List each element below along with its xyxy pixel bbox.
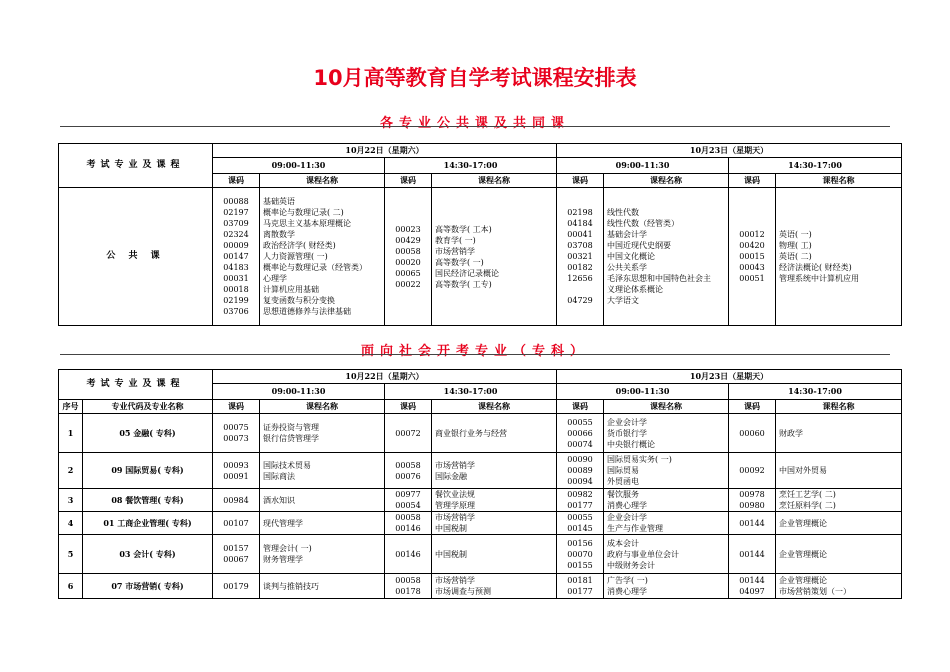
code-list: [213, 453, 260, 489]
table-row: [59, 574, 902, 599]
course-list: [776, 512, 902, 535]
cell-line: 00978: [739, 490, 765, 499]
course-list: [432, 574, 557, 599]
cell-line: 00009: [223, 241, 249, 250]
course-list: [604, 512, 729, 535]
cell-line: 00072: [395, 428, 421, 438]
section-title-majors: 面向社会开考专业（专科）: [360, 344, 589, 359]
cell-line: 00055: [567, 513, 593, 522]
cell-line: 国际商法: [263, 471, 296, 481]
cell-line: 现代管理学: [263, 518, 304, 528]
table-row: [59, 489, 902, 512]
cell-line: 00031: [223, 274, 249, 283]
header-exam-major-course: 考试专业及课程: [59, 370, 213, 400]
section-divider: [60, 354, 890, 355]
cell-line: 00429: [395, 235, 421, 245]
cell-line: 00058: [395, 460, 421, 470]
cell-line: 基础英语: [263, 197, 295, 206]
table-row: [59, 414, 902, 453]
cell-line: [560, 284, 600, 295]
cell-line: 02197: [223, 208, 249, 217]
cell-line: 00067: [223, 555, 249, 564]
course-list: [776, 414, 902, 453]
cell-line: 00144: [739, 576, 765, 585]
header-code: 课码: [213, 174, 260, 188]
header-code: 课码: [385, 400, 432, 414]
cell-line: 谈判与推销技巧: [263, 581, 320, 591]
cell-line: 财政学: [779, 428, 804, 438]
cell-line: 经济法概论( 财经类): [779, 263, 852, 272]
header-course-name: 课程名称: [776, 400, 902, 414]
cell-line: 00321: [567, 252, 593, 261]
cell-line: 00178: [395, 587, 421, 596]
header-day1-am: 09:00-11:30: [213, 158, 385, 174]
cell-line: 03708: [567, 241, 593, 250]
code-list: [729, 453, 776, 489]
cell-line: 00089: [567, 466, 593, 475]
cell-line: 00420: [739, 241, 765, 250]
code-list: [213, 574, 260, 599]
course-list: [260, 535, 385, 574]
cell-line: 00984: [223, 495, 249, 505]
header-course-name: 课程名称: [260, 174, 385, 188]
code-list: [385, 489, 432, 512]
cell-line: 00020: [395, 257, 421, 267]
header-code: 课码: [557, 400, 604, 414]
section-title-public: 各专业公共课及共同课: [379, 116, 570, 131]
header-course-name: 课程名称: [260, 400, 385, 414]
cell-line: 03706: [223, 307, 249, 316]
header-course-name: 课程名称: [432, 400, 557, 414]
major-seq: 1: [59, 414, 83, 453]
cell-line: 00051: [739, 274, 765, 283]
course-list: [260, 574, 385, 599]
cell-line: 市场营销学: [435, 576, 476, 585]
cell-line: 00177: [567, 587, 593, 596]
cell-line: 管理系统中计算机应用: [779, 274, 860, 283]
cell-line: 00179: [223, 581, 249, 591]
major-name: 09 国际贸易( 专科): [83, 453, 213, 489]
header-code: 课码: [729, 174, 776, 188]
code-list: [557, 188, 604, 326]
header-day1-pm: 14:30-17:00: [385, 384, 557, 400]
header-exam-major-course: 考试专业及课程: [59, 144, 213, 188]
course-list: [776, 188, 902, 326]
table-row: [59, 535, 902, 574]
cell-line: 中级财务会计: [607, 560, 656, 570]
cell-line: 管理学原理: [435, 501, 476, 510]
page-title: 10月高等教育自学考试课程安排表: [313, 66, 637, 90]
cell-line: 企业管理概论: [779, 576, 828, 585]
code-list: [729, 512, 776, 535]
cell-line: 企业会计学: [607, 417, 648, 427]
cell-line: 00092: [739, 466, 765, 475]
cell-line: 外贸函电: [607, 477, 640, 486]
cell-line: 00088: [223, 197, 249, 206]
cell-line: 00041: [567, 230, 593, 239]
cell-line: 线性代数（经管类）: [607, 219, 680, 228]
cell-line: 计算机应用基础: [263, 285, 319, 294]
course-list: [260, 188, 385, 326]
major-name: 07 市场营销( 专科): [83, 574, 213, 599]
code-list: [729, 188, 776, 326]
cell-line: 00074: [567, 439, 593, 449]
public-course-label: 公 共 课: [59, 188, 213, 326]
cell-line: 企业会计学: [607, 513, 648, 522]
cell-line: 00982: [567, 490, 593, 499]
code-list: [557, 535, 604, 574]
course-list: [432, 414, 557, 453]
course-list: [604, 188, 729, 326]
table-row: [59, 453, 902, 489]
cell-line: 国际技术贸易: [263, 460, 312, 470]
course-list: [604, 414, 729, 453]
major-name: 01 工商企业管理( 专科): [83, 512, 213, 535]
cell-line: 思想道德修养与法律基础: [263, 307, 351, 316]
cell-line: 00015: [739, 252, 765, 261]
cell-line: 00073: [223, 434, 249, 443]
cell-line: 04729: [567, 296, 593, 305]
cell-line: 中国文化概论: [607, 252, 656, 261]
cell-line: 00065: [395, 268, 421, 278]
code-list: [729, 414, 776, 453]
cell-line: 市场调查与预测: [435, 587, 492, 596]
course-list: [260, 414, 385, 453]
major-name: 05 金融( 专科): [83, 414, 213, 453]
course-list: [604, 453, 729, 489]
cell-line: 00182: [567, 263, 593, 272]
public-course-table: [58, 143, 902, 326]
cell-line: 00146: [395, 524, 421, 533]
header-course-name: 课程名称: [432, 174, 557, 188]
major-seq: 6: [59, 574, 83, 599]
cell-line: 高等数学( 工专): [435, 279, 492, 289]
cell-line: 00058: [395, 513, 421, 522]
course-list: [776, 574, 902, 599]
cell-line: 市场营销策划（一）: [779, 587, 852, 596]
major-name: 03 会计( 专科): [83, 535, 213, 574]
cell-line: 00076: [395, 471, 421, 481]
cell-line: 高等数学( 工本): [435, 224, 492, 234]
code-list: [557, 453, 604, 489]
cell-line: 烹饪工艺学( 二): [779, 490, 836, 499]
cell-line: 成本会计: [607, 538, 640, 548]
cell-line: 高等数学( 一): [435, 257, 484, 267]
major-seq: 2: [59, 453, 83, 489]
cell-line: 12656: [567, 274, 593, 283]
course-list: [776, 489, 902, 512]
code-list: [213, 512, 260, 535]
code-list: [729, 574, 776, 599]
cell-line: 00066: [567, 428, 593, 438]
cell-line: 中央银行概论: [607, 439, 656, 449]
header-course-name: 课程名称: [604, 400, 729, 414]
header-code: 课码: [213, 400, 260, 414]
cell-line: 00043: [739, 263, 765, 272]
code-list: [213, 188, 260, 326]
cell-line: 国际贸易实务( 一): [607, 455, 672, 464]
cell-line: 00054: [395, 501, 421, 510]
code-list: [385, 414, 432, 453]
cell-line: 物理( 工): [779, 241, 812, 250]
section-divider: [60, 126, 890, 127]
cell-line: 英语( 一): [779, 230, 812, 239]
cell-line: 政府与事业单位会计: [607, 549, 680, 559]
cell-line: 00144: [739, 518, 765, 528]
course-list: [260, 453, 385, 489]
cell-line: 00022: [395, 279, 421, 289]
cell-line: 酒水知识: [263, 495, 296, 505]
cell-line: 04097: [739, 587, 765, 596]
major-course-table: [58, 369, 902, 599]
code-list: [213, 535, 260, 574]
cell-line: 00058: [395, 576, 421, 585]
code-list: [557, 574, 604, 599]
cell-line: 概率论与数理记录( 二): [263, 208, 344, 217]
header-day2-am: 09:00-11:30: [557, 384, 729, 400]
cell-line: 00093: [223, 460, 249, 470]
cell-line: 餐饮服务: [607, 490, 640, 499]
cell-line: 00055: [567, 417, 593, 427]
cell-line: 广告学( 一): [607, 576, 648, 585]
code-list: [213, 489, 260, 512]
cell-line: 市场营销学: [435, 513, 476, 522]
cell-line: 00157: [223, 544, 249, 553]
header-course-name: 课程名称: [604, 174, 729, 188]
header-major-code-name: 专业代码及专业名称: [83, 400, 213, 414]
header-day2: 10月23日（星期天）: [557, 370, 902, 384]
cell-line: 00977: [395, 490, 421, 499]
cell-line: 02198: [567, 208, 593, 217]
cell-line: 03709: [223, 219, 249, 228]
cell-line: 银行信贷管理学: [263, 434, 320, 443]
cell-line: 00090: [567, 455, 593, 464]
cell-line: 市场营销学: [435, 460, 476, 470]
cell-line: 国际贸易: [607, 466, 640, 475]
cell-line: 00023: [395, 224, 421, 234]
cell-line: 00058: [395, 246, 421, 256]
course-list: [260, 512, 385, 535]
major-name: 08 餐饮管理( 专科): [83, 489, 213, 512]
code-list: [557, 489, 604, 512]
header-day2-pm: 14:30-17:00: [729, 384, 902, 400]
cell-line: 00018: [223, 285, 249, 294]
major-seq: 5: [59, 535, 83, 574]
cell-line: 00107: [223, 518, 249, 528]
table-row: [59, 512, 902, 535]
cell-line: 00012: [739, 230, 765, 239]
course-list: [432, 188, 557, 326]
cell-line: 00181: [567, 576, 593, 585]
cell-line: 00094: [567, 477, 593, 486]
header-day1: 10月22日（星期六）: [213, 144, 557, 158]
header-day2-am: 09:00-11:30: [557, 158, 729, 174]
cell-line: 00144: [739, 549, 765, 559]
code-list: [385, 453, 432, 489]
cell-line: 国际金融: [435, 471, 468, 481]
cell-line: 企业管理概论: [779, 549, 828, 559]
cell-line: 烹饪原料学( 二): [779, 501, 836, 510]
cell-line: 00060: [739, 428, 765, 438]
cell-line: 02199: [223, 296, 249, 305]
header-code: 课码: [729, 400, 776, 414]
cell-line: 企业管理概论: [779, 518, 828, 528]
cell-line: 公共关系学: [607, 263, 648, 272]
cell-line: 00091: [223, 471, 249, 481]
course-list: [432, 489, 557, 512]
cell-line: 00980: [739, 501, 765, 510]
header-code: 课码: [385, 174, 432, 188]
header-seq: 序号: [59, 400, 83, 414]
cell-line: 00146: [395, 549, 421, 559]
course-list: [260, 489, 385, 512]
cell-line: 毛泽东思想和中国特色社会主: [607, 274, 712, 283]
cell-line: 商业银行业务与经营: [435, 428, 508, 438]
cell-line: 市场营销学: [435, 246, 475, 256]
cell-line: 生产与作业管理: [607, 524, 664, 533]
code-list: [557, 512, 604, 535]
course-list: [432, 535, 557, 574]
cell-line: 财务管理学: [263, 555, 304, 564]
code-list: [213, 414, 260, 453]
cell-line: 基础会计学: [607, 230, 648, 239]
cell-line: 00147: [223, 252, 249, 261]
course-list: [432, 512, 557, 535]
cell-line: 00070: [567, 549, 593, 559]
cell-line: 线性代数: [607, 208, 640, 217]
cell-line: 04184: [567, 219, 593, 228]
cell-line: 政治经济学( 财经类): [263, 241, 336, 250]
cell-line: 消费心理学: [607, 501, 648, 510]
cell-line: 货币银行学: [607, 428, 648, 438]
course-list: [604, 574, 729, 599]
cell-line: 中国对外贸易: [779, 466, 828, 475]
cell-line: 04183: [223, 263, 249, 272]
code-list: [385, 535, 432, 574]
course-list: [776, 453, 902, 489]
code-list: [385, 512, 432, 535]
code-list: [729, 489, 776, 512]
cell-line: 00075: [223, 423, 249, 432]
cell-line: 中国税制: [435, 549, 468, 559]
header-day2: 10月23日（星期天）: [557, 144, 902, 158]
course-list: [776, 535, 902, 574]
code-list: [385, 188, 432, 326]
cell-line: 马克思主义基本原理概论: [263, 219, 351, 228]
header-day1-am: 09:00-11:30: [213, 384, 385, 400]
course-list: [432, 453, 557, 489]
cell-line: 管理会计( 一): [263, 544, 312, 553]
header-day1-pm: 14:30-17:00: [385, 158, 557, 174]
cell-line: 义理论体系概论: [607, 285, 664, 294]
major-seq: 3: [59, 489, 83, 512]
cell-line: 证券投资与管理: [263, 423, 320, 432]
cell-line: 英语( 二): [779, 252, 812, 261]
cell-line: 餐饮业法规: [435, 490, 476, 499]
cell-line: 00155: [567, 560, 593, 570]
cell-line: 概率论与数理记录（经管类）: [263, 263, 367, 272]
cell-line: 00156: [567, 538, 593, 548]
code-list: [729, 535, 776, 574]
cell-line: 00145: [567, 524, 593, 533]
cell-line: 中国近现代史纲要: [607, 241, 672, 250]
major-seq: 4: [59, 512, 83, 535]
cell-line: 教育学( 一): [435, 235, 476, 245]
cell-line: 国民经济记录概论: [435, 268, 499, 278]
header-course-name: 课程名称: [776, 174, 902, 188]
header-day1: 10月22日（星期六）: [213, 370, 557, 384]
cell-line: 中国税制: [435, 524, 468, 533]
header-day2-pm: 14:30-17:00: [729, 158, 902, 174]
cell-line: 大学语文: [607, 296, 640, 305]
cell-line: 复变函数与积分变换: [263, 296, 335, 305]
cell-line: 消费心理学: [607, 587, 648, 596]
cell-line: 离散数学: [263, 230, 295, 239]
cell-line: 02324: [223, 230, 249, 239]
cell-line: 00177: [567, 501, 593, 510]
course-list: [604, 489, 729, 512]
cell-line: 人力资源管理( 一): [263, 252, 328, 261]
header-code: 课码: [557, 174, 604, 188]
cell-line: 心理学: [263, 274, 287, 283]
code-list: [385, 574, 432, 599]
course-list: [604, 535, 729, 574]
code-list: [557, 414, 604, 453]
